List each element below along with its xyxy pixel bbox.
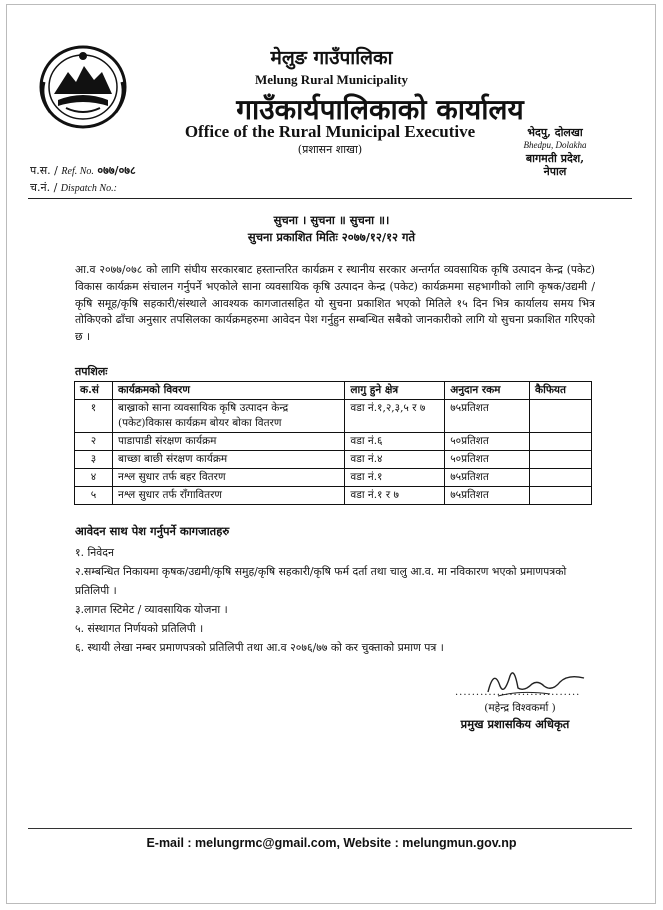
address-place-np: भेदपु, दोलखा	[527, 126, 583, 139]
table-row	[75, 469, 592, 487]
address-block	[505, 126, 605, 178]
section-name: (प्रशासन शाखा)	[297, 143, 363, 156]
cell-area: वडा नं.१,२,३,५ र ७	[345, 400, 445, 433]
notice-body: आ.व २०७७/०७८ को लागि संघीय सरकारबाट हस्तान्तरित कार्यक्रम र स्थानीय सरकार अन्तर्गत व्यवसायिक कृषि उत्पादन केन्द्र (पकेट) विकास कार्यक्रम संचालन गर्नुपर्ने भएकोले साना व्यवसायिक कृषि उत्पादन केन्द्र (पकेट) कार्यक्रममा सहभागीको लागि कृषक/उद्यमी /कृषि समूह/कृषि सहकारी/संस्थाले आवश्यक कागजातसहित यो सुचना प्रकाशित भएको मितिले १५ दिन भित्र कार्यालय समय भित्र तोकिएको ढाँचा अनुसार तपसिलका कार्यक्रमहरुमा आवेदन पेश गर्नुहुन सम्बन्धित सबैको जानकारीको लागि यो सुचना प्रकाशित गरिएको छ ।	[75, 263, 595, 344]
cell-description: बाख्राको साना व्यवसायिक कृषि उत्पादन केन्द्र (पकेट)विकास कार्यक्रम बोयर बोका वितरण	[112, 400, 344, 433]
dispatch-number	[30, 180, 117, 195]
dispatch-label-en: Dispatch No.:	[60, 183, 117, 194]
list-item: ५. संस्थागत निर्णयको प्रतिलिपी ।	[75, 622, 204, 635]
cell-sn: ५	[75, 487, 113, 505]
dispatch-label-np: च.नं. /	[30, 181, 58, 194]
cell-sn: १	[75, 400, 113, 433]
cell-description: बाच्छा बाछी संरक्षण कार्यक्रम	[112, 451, 344, 469]
footer-contact: E-mail : melungrmc@gmail.com, Website : melungmun.gov.np	[146, 836, 517, 850]
header-divider	[28, 198, 632, 199]
program-table	[74, 381, 592, 505]
cell-area: वडा नं.१ र ७	[345, 487, 445, 505]
signer-title: प्रमुख प्रशासकिय अधिकृत	[460, 717, 570, 731]
cell-grant: ७५प्रतिशत	[445, 487, 530, 505]
table-row	[75, 487, 592, 505]
cell-grant: ५०प्रतिशत	[445, 451, 530, 469]
list-item: ६. स्थायी लेखा नम्बर प्रमाणपत्रको प्रतिलिपी तथा आ.व २०७६/७७ को कर चुक्ताको प्रमाण पत्र ।	[75, 641, 444, 654]
list-item: १. निवेदन	[75, 546, 114, 559]
details-label: तपशिलः	[75, 365, 108, 378]
cell-grant: ५०प्रतिशत	[445, 433, 530, 451]
address-province: बागमती प्रदेश,	[525, 152, 585, 165]
cell-sn: २	[75, 433, 113, 451]
header-remark: कैफियत	[530, 382, 592, 400]
municipality-name-en: Melung Rural Municipality	[254, 72, 409, 87]
table-row	[75, 433, 592, 451]
header-grant: अनुदान रकम	[445, 382, 530, 400]
cell-sn: ३	[75, 451, 113, 469]
list-item: ३.लागत स्टिमेट / व्यावसायिक योजना ।	[75, 603, 228, 616]
documents-list	[75, 543, 595, 657]
cell-description: पाडापाडी संरक्षण कार्यक्रम	[112, 433, 344, 451]
header-description: कार्यक्रमको विवरण	[112, 382, 344, 400]
cell-description: नश्ल सुधार तर्फ राँगावितरण	[112, 487, 344, 505]
office-name-np: गाउँकार्यपालिकाको कार्यालय	[236, 93, 524, 126]
cell-area: वडा नं.४	[345, 451, 445, 469]
notice-heading: सुचना । सुचना ॥ सुचना ॥।	[273, 213, 390, 227]
cell-remark	[530, 433, 592, 451]
header-area: लागु हुने क्षेत्र	[345, 382, 445, 400]
cell-remark	[530, 469, 592, 487]
signature-line: ..............................	[455, 687, 581, 698]
office-name-en: Office of the Rural Municipal Executive	[184, 122, 476, 141]
list-item: २.सम्बन्धित निकायमा कृषक/उद्यमी/कृषि समुह/कृषि सहकारी/कृषि फर्म दर्ता तथा चालु आ.व. मा नविकारण भएको प्रमाणपत्रको प्रतिलिपी ।	[75, 565, 567, 597]
footer-divider	[28, 828, 632, 829]
ref-value: ०७७/०७८	[97, 164, 136, 177]
signer-name: (महेन्द्र विश्वकर्मा )	[484, 702, 556, 714]
cell-grant: ७५प्रतिशत	[445, 469, 530, 487]
documents-title: आवेदन साथ पेश गर्नुपर्ने कागजातहरु	[75, 524, 230, 538]
cell-grant: ७५प्रतिशत	[445, 400, 530, 433]
header-sn: क.सं	[75, 382, 113, 400]
ref-label-en: Ref. No.	[61, 166, 94, 177]
cell-area: वडा नं.१	[345, 469, 445, 487]
ref-label-np: प.स. /	[30, 164, 58, 177]
municipality-name-np: मेलुङ गाउँपालिका	[270, 47, 393, 69]
table-row	[75, 451, 592, 469]
notice-date: सुचना प्रकाशित मितिः २०७७/१२/१२ गते	[247, 230, 416, 244]
table-row	[75, 400, 592, 433]
address-place-en: Bhedpu, Dolakha	[523, 140, 587, 150]
cell-description: नश्ल सुधार तर्फ बहर वितरण	[112, 469, 344, 487]
cell-area: वडा नं.६	[345, 433, 445, 451]
cell-remark	[530, 400, 592, 433]
cell-remark	[530, 451, 592, 469]
table-header-row	[75, 382, 592, 400]
cell-sn: ४	[75, 469, 113, 487]
cell-remark	[530, 487, 592, 505]
address-country: नेपाल	[543, 165, 567, 178]
reference-number	[30, 163, 136, 178]
